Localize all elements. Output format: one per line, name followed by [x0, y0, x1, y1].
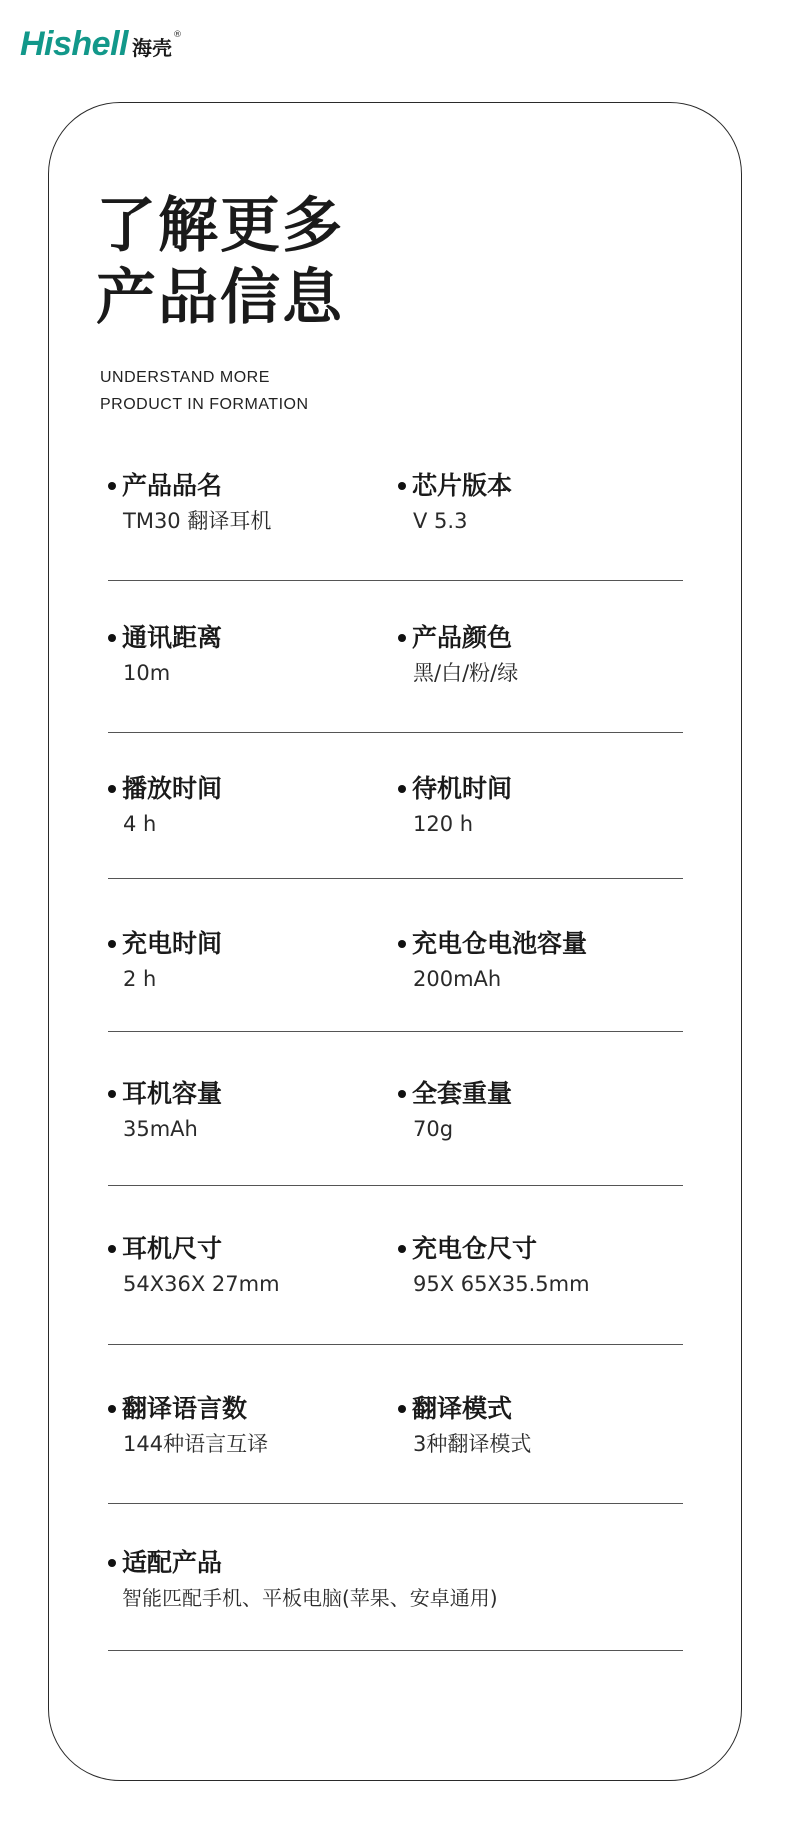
- bullet-icon: [398, 1090, 406, 1098]
- spec-item-chip-version: [398, 470, 512, 535]
- spec-value: 黑/白/粉/绿: [413, 661, 519, 685]
- row-divider: [108, 1031, 683, 1032]
- spec-value: 144种语言互译: [123, 1432, 269, 1456]
- spec-value: TM30 翻译耳机: [123, 509, 272, 533]
- brand-logo: [20, 26, 182, 62]
- spec-label: 适配产品: [122, 1548, 223, 1577]
- registered-mark: ®: [172, 30, 182, 40]
- spec-item-colors: [398, 622, 518, 687]
- page-subtitle-line-1: UNDERSTAND MORE: [100, 369, 270, 386]
- spec-label: 耳机尺寸: [122, 1234, 223, 1263]
- bullet-icon: [108, 940, 116, 948]
- spec-label: 播放时间: [122, 774, 223, 803]
- spec-value: 3种翻译模式: [413, 1432, 532, 1456]
- spec-item-earbud-size: [108, 1233, 280, 1298]
- spec-label: 充电仓尺寸: [412, 1234, 538, 1263]
- page-subtitle-line-2: PRODUCT IN FORMATION: [100, 396, 309, 413]
- bullet-icon: [108, 634, 116, 642]
- spec-item-earbud-capacity: [108, 1078, 222, 1143]
- bullet-icon: [398, 482, 406, 490]
- bullet-icon: [398, 634, 406, 642]
- spec-label: 耳机容量: [122, 1079, 223, 1108]
- spec-label: 全套重量: [412, 1079, 513, 1108]
- bullet-icon: [398, 1405, 406, 1413]
- brand-name-cn: 海壳: [131, 36, 172, 60]
- spec-item-charge-time: [108, 928, 222, 993]
- spec-value: V 5.3: [413, 509, 468, 533]
- spec-label: 翻译语言数: [122, 1394, 248, 1423]
- spec-label: 充电仓电池容量: [412, 929, 588, 958]
- spec-label: 翻译模式: [412, 1394, 513, 1423]
- spec-item-case-battery: [398, 928, 587, 993]
- spec-item-case-size: [398, 1233, 590, 1298]
- row-divider: [108, 1185, 683, 1186]
- spec-value: 2 h: [123, 967, 157, 991]
- bullet-icon: [108, 785, 116, 793]
- spec-item-standby-time: [398, 773, 512, 838]
- spec-value: 35mAh: [123, 1117, 198, 1141]
- bullet-icon: [108, 1405, 116, 1413]
- row-divider: [108, 1503, 683, 1504]
- page-subtitle: [100, 364, 309, 418]
- spec-label: 芯片版本: [412, 471, 513, 500]
- row-divider: [108, 1344, 683, 1345]
- spec-label: 充电时间: [122, 929, 223, 958]
- spec-value: 70g: [413, 1117, 454, 1141]
- spec-item-total-weight: [398, 1078, 512, 1143]
- bullet-icon: [398, 940, 406, 948]
- row-divider: [108, 878, 683, 879]
- spec-label: 通讯距离: [122, 623, 223, 652]
- bullet-icon: [108, 1559, 116, 1567]
- spec-label: 产品颜色: [412, 623, 513, 652]
- page-title-line-1: 了解更多: [96, 191, 344, 261]
- brand-name-en: Hishell: [20, 25, 128, 63]
- bullet-icon: [398, 1245, 406, 1253]
- spec-item-compatibility: [108, 1547, 498, 1612]
- spec-item-translation-modes: [398, 1393, 531, 1458]
- spec-value: 10m: [123, 661, 171, 685]
- spec-label: 产品品名: [122, 471, 223, 500]
- spec-value: 54X36X 27mm: [123, 1272, 280, 1296]
- row-divider: [108, 732, 683, 733]
- bullet-icon: [108, 482, 116, 490]
- row-divider: [108, 1650, 683, 1651]
- spec-item-product-name: [108, 470, 271, 535]
- spec-value: 95X 65X35.5mm: [413, 1272, 590, 1296]
- bullet-icon: [108, 1090, 116, 1098]
- spec-label: 待机时间: [412, 774, 513, 803]
- spec-item-play-time: [108, 773, 222, 838]
- spec-value: 200mAh: [413, 967, 502, 991]
- spec-item-language-count: [108, 1393, 268, 1458]
- spec-item-range: [108, 622, 222, 687]
- page-title: [96, 190, 344, 334]
- spec-value: 智能匹配手机、平板电脑(苹果、安卓通用): [122, 1586, 498, 1610]
- spec-value: 120 h: [413, 812, 474, 836]
- bullet-icon: [398, 785, 406, 793]
- spec-value: 4 h: [123, 812, 157, 836]
- bullet-icon: [108, 1245, 116, 1253]
- page-title-line-2: 产品信息: [96, 263, 344, 333]
- row-divider: [108, 580, 683, 581]
